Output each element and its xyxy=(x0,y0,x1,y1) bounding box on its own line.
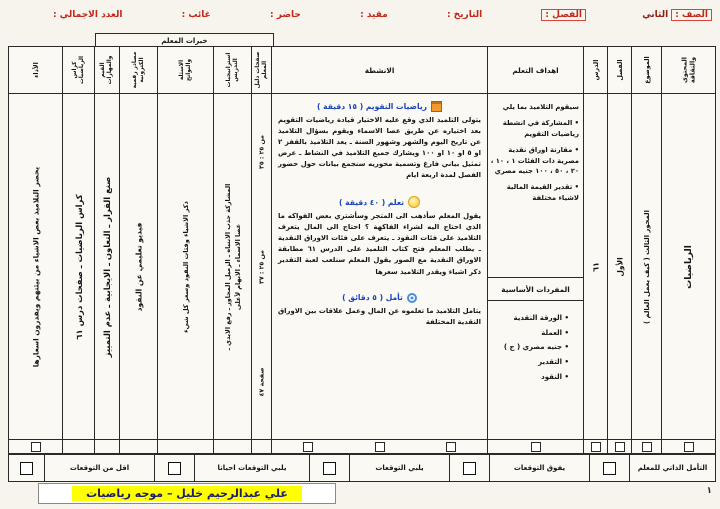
tick-cell xyxy=(157,440,213,453)
column-guide-pages xyxy=(251,47,271,439)
column-term xyxy=(607,47,631,439)
vocab-item: • التقدير xyxy=(490,355,569,370)
values-skills-value: صنع القرار ـ التعاون ـ الايجابية ـ عدم التمييز xyxy=(102,176,112,357)
lesson-body xyxy=(584,94,607,439)
term-value: الأول xyxy=(615,256,624,277)
objectives-header: اهداف التعلم xyxy=(488,47,583,94)
column-objectives xyxy=(487,47,583,439)
info-date xyxy=(444,10,482,20)
objective-item: • مقارنة اوراق نقدية مصرية ذات الفئات ١ ، ١٠ ، ٢٠ ، ٥٠ ، ١٠٠ جنيه مصري xyxy=(490,145,579,178)
digital-resources-value: فيديو تعليمي عن النقود xyxy=(134,222,143,311)
info-total xyxy=(50,10,122,20)
tick-cell xyxy=(62,440,94,453)
vocab-item: • العملة xyxy=(490,326,569,341)
activity-block-learn xyxy=(278,196,481,277)
meets-expectations-checkbox[interactable] xyxy=(463,462,476,475)
option-below-expectations: اقل من التوقعات xyxy=(44,455,154,481)
class-label: الصف : xyxy=(671,9,712,21)
column-tick-strip xyxy=(8,440,716,454)
option-exceeds-expectations: يفوق التوقعات xyxy=(489,455,589,481)
info-enrolled xyxy=(357,10,388,20)
option-meets-expectations: يلبي التوقعات xyxy=(349,455,449,481)
vocabulary-list xyxy=(488,301,583,439)
values-skills-header: القيم والمهارات xyxy=(95,47,119,94)
reflection-icon xyxy=(407,293,417,303)
objective-item: • تقدير القيمة المالية لاشياء مختلفة xyxy=(490,182,579,204)
self-reflection-row xyxy=(8,454,716,482)
checkbox-cell xyxy=(449,455,489,481)
total-label: العدد الاجمالي : xyxy=(53,10,123,20)
tick-box[interactable] xyxy=(531,442,541,452)
column-strategies xyxy=(213,47,251,439)
tick-cell xyxy=(607,440,631,453)
math-notebook-header: كراس الرياضيات xyxy=(63,47,94,94)
exceeds-expectations-checkbox[interactable] xyxy=(603,462,616,475)
guide-pages-header: صفحات دليل المعلم xyxy=(252,47,271,94)
tick-box[interactable] xyxy=(684,442,694,452)
activity-block-calendar-math xyxy=(278,101,481,181)
questions-header: الاسئلة والنواتج xyxy=(158,47,213,94)
author-footer xyxy=(38,483,336,504)
activity-text: يقول المعلم سأذهب الى المتجر وسأشتري بعض الفواكه ما الذي احتاج اليه لشراء الفاكهة ؟ احتاج الى المال يتعرف التلاميذ على فئات النقود ـ يتعرف على فئات الاوراق النقدية ـ يطلب المعلم فتح كتاب التلميذ على الدرس ٦١ مطابقة الاوراق النقدية مع الصور يقول المعلم سنلعب لعبة التقدير ذكر اشياء ويقدر التلاميذ سعرها xyxy=(278,212,481,276)
author-name: علي عبدالرحيم خليل – موجه رياضيات xyxy=(72,486,302,501)
checkbox-cell xyxy=(154,455,194,481)
tick-box[interactable] xyxy=(591,442,601,452)
activities-body xyxy=(272,94,487,439)
topic-header: الموضوع xyxy=(632,47,661,94)
page-number: ١ xyxy=(706,486,712,496)
absent-label: غائب : xyxy=(181,10,211,20)
column-values-skills xyxy=(94,47,119,439)
vocab-item: • النقود xyxy=(490,370,569,385)
tick-box[interactable] xyxy=(642,442,652,452)
activities-header: الانشطة xyxy=(272,47,487,94)
performance-value: يحضر التلاميذ بعض الاشياء من بيئتهم ويقدرون اسعارها xyxy=(31,166,40,367)
info-absent xyxy=(179,10,211,20)
digital-resources-body xyxy=(120,94,157,439)
tick-box[interactable] xyxy=(375,442,385,452)
objectives-goals xyxy=(488,94,583,278)
lightbulb-icon xyxy=(408,196,420,208)
guide-pages-entry: صفحة ٤٧ xyxy=(258,367,265,396)
performance-header: الأداء xyxy=(9,47,62,94)
guide-pages-body xyxy=(252,94,271,439)
teacher-experiences-label: خبرات المعلم xyxy=(161,36,208,45)
edge-checkbox[interactable] xyxy=(20,462,33,475)
below-expectations-checkbox[interactable] xyxy=(168,462,181,475)
sometimes-meets-expectations-checkbox[interactable] xyxy=(323,462,336,475)
math-notebook-value: كراس الرياضيات ـ صفحات درس ٦١ xyxy=(73,193,84,340)
values-skills-body xyxy=(95,94,119,439)
objective-item: • المشاركة في انشطة رياضيات التقويم xyxy=(490,118,579,140)
tick-cell xyxy=(631,440,661,453)
objectives-intro: سيقوم التلاميذ بما يلي xyxy=(502,103,579,111)
column-performance xyxy=(9,47,62,439)
tick-cell xyxy=(661,440,715,453)
activity-title: رياضيات التقويم ( ١٥ دقيقة ) xyxy=(278,101,481,112)
column-subject xyxy=(661,47,715,439)
info-bar xyxy=(8,9,712,21)
tick-box[interactable] xyxy=(31,442,41,452)
class-value: الثاني xyxy=(642,10,669,20)
checkbox-cell xyxy=(589,455,629,481)
strategies-header: استراتيجيات التدريس xyxy=(214,47,251,94)
column-topic xyxy=(631,47,661,439)
strategies-value: المشاركة جذب الانتباه ـ الزميل المجاور ـ رفع الايدي ـ عصا الاسماء ـ الابهام لأعلى xyxy=(223,183,242,350)
tick-cell xyxy=(9,440,62,453)
present-label: حاضر : xyxy=(270,10,301,20)
column-questions xyxy=(157,47,213,439)
guide-pages-entry: من ٢٥ : ٣٧ xyxy=(258,249,265,284)
math-notebook-body xyxy=(63,94,94,439)
tick-cell xyxy=(213,440,251,453)
subject-body xyxy=(662,94,715,439)
calendar-icon xyxy=(431,101,442,112)
vocab-item: • جنيه مصري ( ج ) xyxy=(490,340,569,355)
info-class xyxy=(642,9,712,21)
option-sometimes-meets-expectations: يلبي التوقعات احيانا xyxy=(194,455,309,481)
tick-box[interactable] xyxy=(446,442,456,452)
vocabulary-header: المفردات الأساسية xyxy=(488,278,583,301)
column-digital-resources xyxy=(119,47,157,439)
tick-cell xyxy=(271,440,487,453)
enrolled-label: مقيد : xyxy=(360,10,388,20)
activity-text: يتولى التلميذ الذي وقع عليه الاختيار قيادة رياضيات التقويم بعد اختياره عن طريق عصا الاسماء ويقوم بسؤال التلاميذ عن تاريخ اليوم والشهر وشهور السنة ـ يعد التلاميذ بالقفز ٢ او ٥ او ١٠ او ١٠٠ ويشارك جميع التلاميذ في النشاط ـ عرض تمثيل بياني فارغ وتسمية محوريه سنجمع بيانات حول حضور الفصل لمدة اربعة ايام xyxy=(278,116,481,180)
tick-cell xyxy=(583,440,607,453)
digital-resources-header: مصادر رقمية الكترونية xyxy=(120,47,157,94)
guide-pages-entry: من ٢٥ : ٣٥ xyxy=(258,134,265,169)
date-label: التاريخ : xyxy=(446,10,483,20)
topic-body xyxy=(632,94,661,439)
info-present xyxy=(267,10,301,20)
tick-cell xyxy=(119,440,157,453)
checkbox-cell xyxy=(9,455,44,481)
tick-box[interactable] xyxy=(303,442,313,452)
column-lesson xyxy=(583,47,607,439)
subject-header: المحتوى والثقافة xyxy=(662,47,715,94)
tick-cell xyxy=(251,440,271,453)
strategies-body xyxy=(214,94,251,439)
subject-value: الرياضيات xyxy=(683,244,694,289)
tick-box[interactable] xyxy=(615,442,625,452)
lesson-table xyxy=(8,46,716,440)
activity-text: يتامل التلاميذ ما تعلموه عن المال وعمل علاقات بين الاوراق النقدية المختلفة xyxy=(278,306,481,326)
questions-body xyxy=(158,94,213,439)
activity-title: تعلم ( ٤٠ دقيقة ) xyxy=(278,196,481,208)
self-reflection-title: التأمل الذاتي للمعلم xyxy=(629,455,715,481)
info-semester xyxy=(538,9,586,21)
checkbox-cell xyxy=(309,455,349,481)
column-math-notebook xyxy=(62,47,94,439)
term-header: الفصل xyxy=(608,47,631,94)
tick-cell xyxy=(94,440,119,453)
term-body xyxy=(608,94,631,439)
semester-label: الفصل : xyxy=(541,9,586,21)
questions-value: ذكر الاشياء وفئات النقود وسعر كل شيء xyxy=(181,200,190,333)
performance-body xyxy=(9,94,62,439)
tick-cell xyxy=(487,440,583,453)
activity-block-reflect xyxy=(278,293,481,328)
column-activities xyxy=(271,47,487,439)
topic-value: المحور الثالث ( كيف يعمل العالم ) xyxy=(642,209,651,324)
vocab-item: • الورقة النقدية xyxy=(490,311,569,326)
lesson-header: الدرس xyxy=(584,47,607,94)
activity-title: تأمل ( ٥ دقائق ) xyxy=(278,293,481,303)
lesson-number: ٦١ xyxy=(591,261,600,272)
